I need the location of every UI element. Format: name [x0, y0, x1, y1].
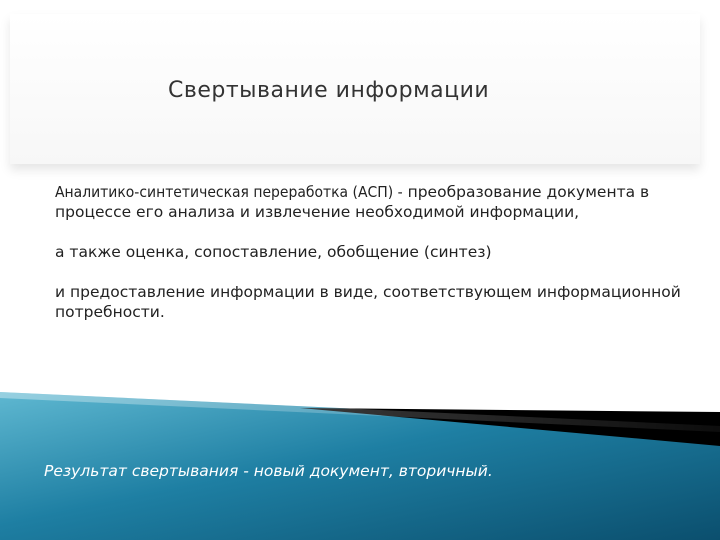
provision-paragraph: и предоставление информации в виде, соответствующем информационной потребности. [55, 283, 681, 321]
definition-paragraph [55, 182, 695, 222]
slide-body [55, 182, 695, 342]
slide-title: Свертывание информации [168, 78, 490, 103]
footer-caption: Результат свертывания - новый документ, вторичный. [44, 462, 493, 480]
definition-text: преобразование документа в процессе его анализа и извлечение необходимой информации, [55, 183, 650, 221]
definition-term: Аналитико-синтетическая переработка (АСП) - [55, 183, 403, 201]
evaluation-paragraph: а также оценка, сопоставление, обобщение (синтез) [55, 243, 492, 261]
